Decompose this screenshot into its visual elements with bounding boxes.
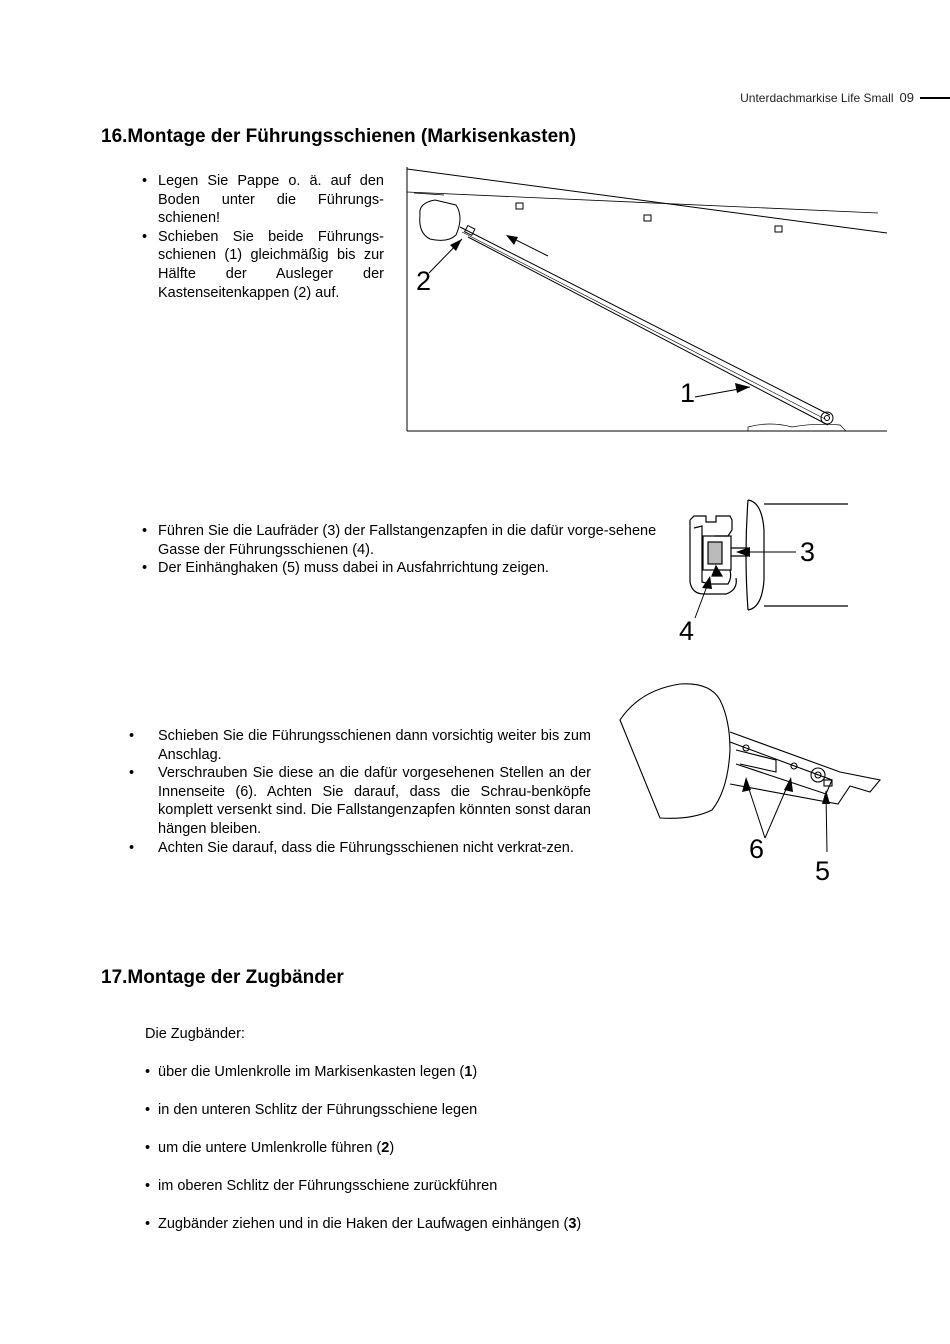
list-item: • Achten Sie darauf, dass die Führungsschienen nicht verkrat-zen. (129, 839, 591, 858)
label-screws: 6 (749, 834, 765, 864)
label-rail: 1 (680, 378, 696, 408)
figure-wheel-profile (670, 490, 860, 650)
list-item: • über die Umlenkrolle im Markisenkasten legen (1) (145, 1063, 705, 1081)
label-gap: 4 (679, 616, 695, 646)
section-17-heading: 17.Montage der Zugbänder (101, 967, 344, 988)
figure-rail-screws (600, 680, 900, 890)
list-item: • im oberen Schlitz der Führungsschiene zurückführen (145, 1177, 705, 1195)
list-item: • Schieben Sie beide Führungs-schienen (1) gleichmäßig bis zur Hälfte der Ausleger der Kastenseitenkappen (2) auf. (142, 228, 384, 302)
header-rule (920, 97, 950, 99)
page-header (740, 90, 950, 105)
section-17-intro: Die Zugbänder: (145, 1026, 245, 1042)
list-item: • um die untere Umlenkrolle führen (2) (145, 1139, 705, 1157)
figure-rail-mounting (400, 165, 892, 437)
list-item: • Zugbänder ziehen und in die Haken der Laufwagen einhängen (3) (145, 1215, 705, 1233)
list-item: • Legen Sie Pappe o. ä. auf den Boden unter die Führungs-schienen! (142, 172, 384, 228)
section-16-block-1 (142, 172, 384, 302)
list-item: • in den unteren Schlitz der Führungsschiene legen (145, 1101, 705, 1119)
label-wheel: 3 (800, 537, 816, 567)
label-cap: 2 (416, 266, 432, 296)
section-16-block-3 (129, 727, 591, 857)
list-item: • Schieben Sie die Führungsschienen dann vorsichtig weiter bis zum Anschlag. (129, 727, 591, 764)
section-16-heading: 16.Montage der Führungsschienen (Markisenkasten) (101, 126, 577, 147)
page-number: 09 (899, 90, 914, 105)
list-item: • Der Einhänghaken (5) muss dabei in Ausfahrrichtung zeigen. (142, 559, 662, 578)
document-title: Unterdachmarkise Life Small (740, 90, 894, 105)
section-16-block-2 (142, 522, 662, 578)
label-hook: 5 (815, 856, 831, 886)
section-17-steps (145, 1063, 705, 1233)
list-item: • Führen Sie die Laufräder (3) der Fallstangenzapfen in die dafür vorge-sehene Gasse der Führungsschienen (4). (142, 522, 662, 559)
list-item: • Verschrauben Sie diese an die dafür vorgesehenen Stellen an der Innenseite (6). Achten Sie darauf, dass die Schrau-benköpfe komplett versenkt sind. Die Fallstangenzapfen könnten sonst daran hängen bleiben. (129, 764, 591, 838)
